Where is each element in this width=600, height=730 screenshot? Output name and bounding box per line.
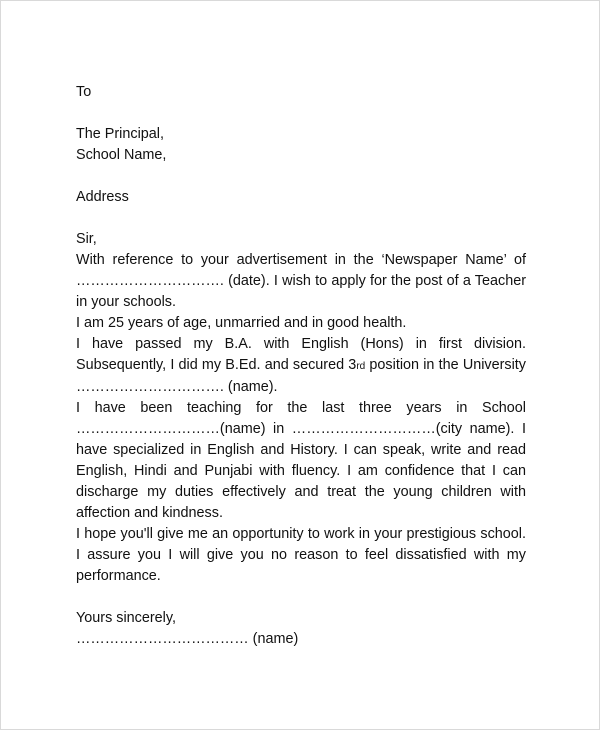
ordinal-suffix: rd [356, 361, 366, 372]
signature: ……………………………… (name) [76, 631, 299, 647]
blank-line [76, 208, 526, 229]
blank-line [76, 103, 526, 124]
recipient-address: Address [76, 189, 129, 205]
paragraph-age: I am 25 years of age, unmarried and in good health. [76, 315, 407, 331]
letter-body [76, 82, 526, 650]
recipient-title: The Principal, [76, 126, 164, 142]
closing: Yours sincerely, [76, 610, 176, 626]
education-text-2: position in the University …………………………. (name). [76, 357, 526, 395]
salutation-to: To [76, 84, 92, 100]
greeting: Sir, [76, 231, 97, 247]
paragraph-request: I hope you'll give me an opportunity to work in your prestigious school. I assure you I will give you no reason to feel dissatisfied with my performance. [76, 526, 526, 584]
blank-line [76, 166, 526, 187]
paragraph-experience: I have been teaching for the last three years in School …………………………(name) in …………………………(city name). I have specialized in English and History. I can speak, write and read English, Hindi and Punjabi with fluency. I am confidence that I can discharge my duties effectively and treat the young children with affection and kindness. [76, 400, 526, 521]
paragraph-advertisement: With reference to your advertisement in the ‘Newspaper Name’ of …………………………. (date). I wish to apply for the post of a Teacher in your schools. [76, 252, 526, 310]
education-text-1: I have passed my B.A. with English (Hons) in first division. Subsequently, I did my B.Ed. and secured 3 [76, 336, 526, 373]
blank-line [76, 587, 526, 608]
recipient-school: School Name, [76, 147, 167, 163]
paragraph-education [76, 334, 526, 398]
